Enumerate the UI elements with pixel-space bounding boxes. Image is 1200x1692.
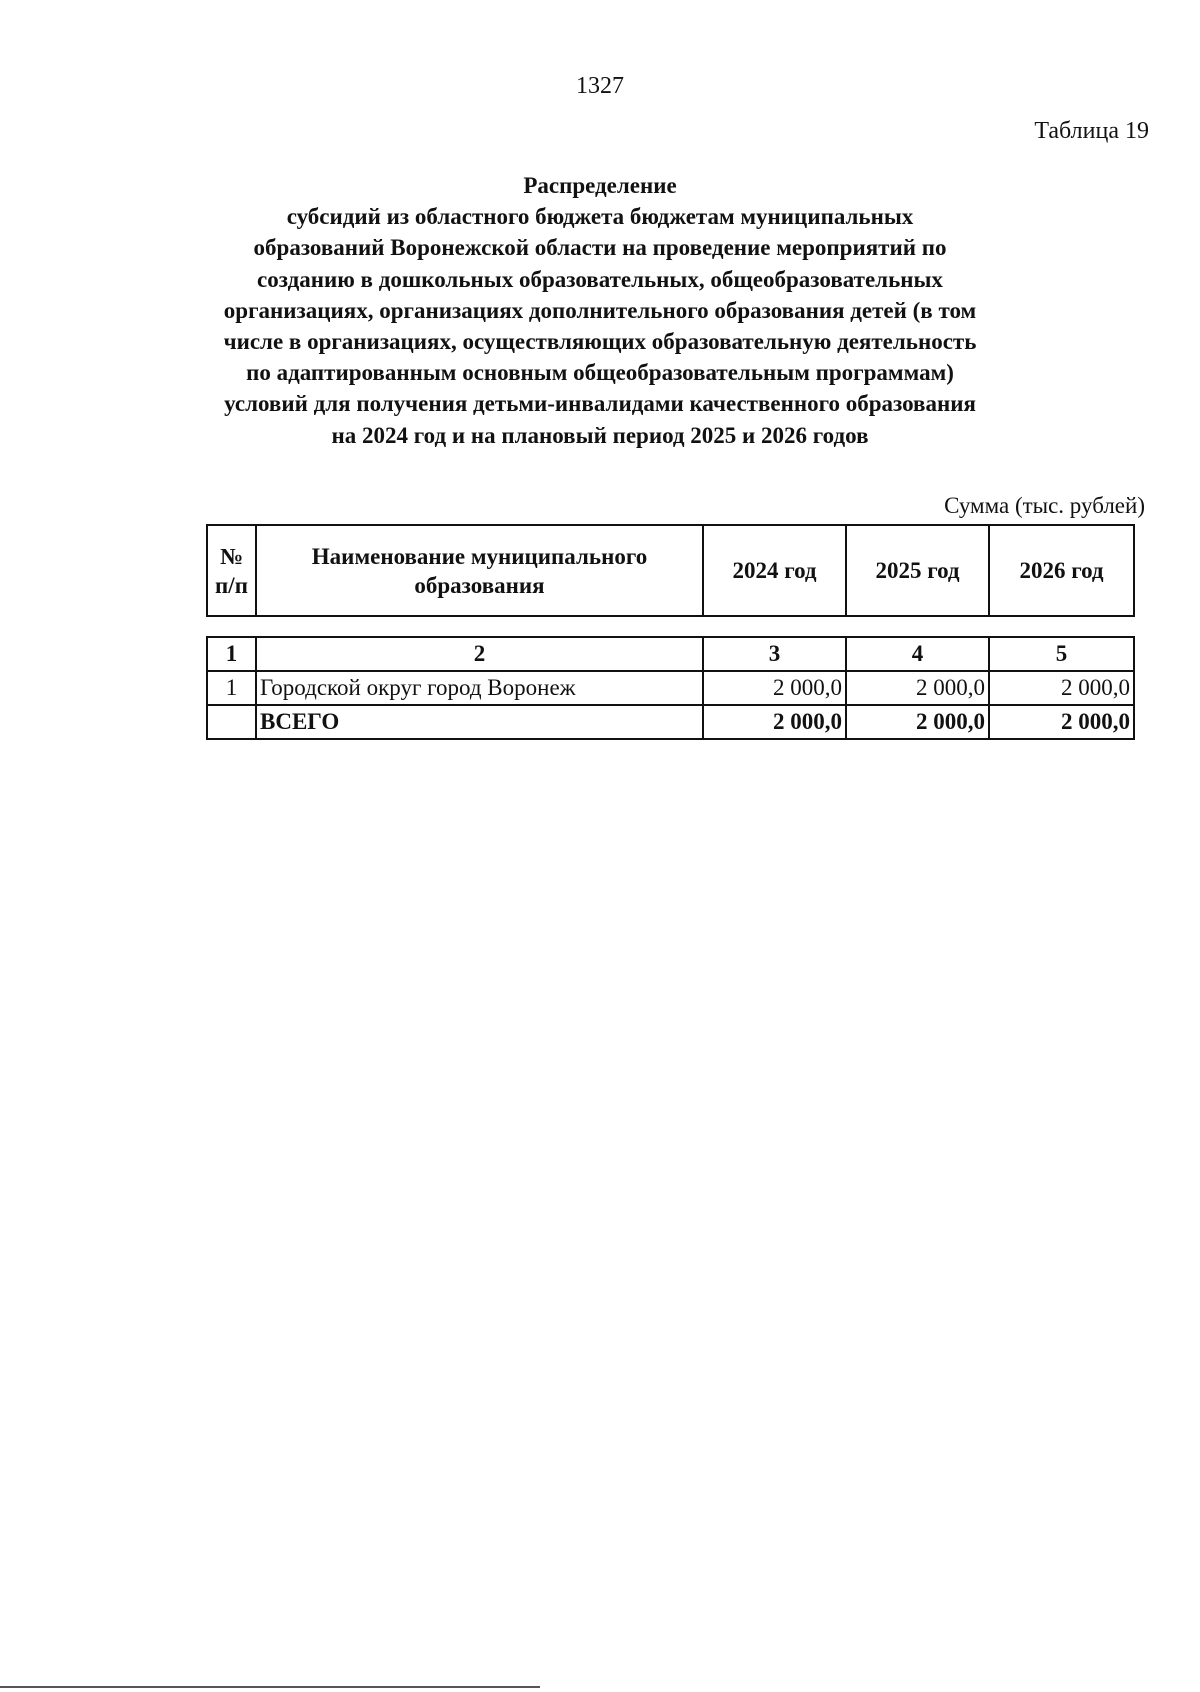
header-name: Наименование муниципального образования	[256, 525, 703, 616]
table-header	[206, 524, 1135, 617]
table-body	[206, 636, 1135, 740]
title-line: организациях, организациях дополнительного образования детей (в том	[223, 297, 977, 323]
document-title	[140, 170, 1060, 451]
title-line: Распределение	[523, 173, 677, 198]
total-row	[207, 705, 1134, 739]
total-value-2025: 2 000,0	[846, 705, 989, 739]
total-value-2026: 2 000,0	[989, 705, 1134, 739]
total-num-empty	[207, 705, 256, 739]
total-value-2024: 2 000,0	[703, 705, 846, 739]
column-number-row	[207, 637, 1134, 671]
column-number: 1	[207, 637, 256, 671]
table-row	[207, 671, 1134, 705]
table-label: Таблица 19	[1034, 118, 1149, 144]
row-value-2026: 2 000,0	[989, 671, 1134, 705]
header-2024: 2024 год	[703, 525, 846, 616]
title-line: созданию в дошкольных образовательных, общеобразовательных	[257, 266, 943, 292]
header-row	[207, 525, 1134, 616]
row-value-2025: 2 000,0	[846, 671, 989, 705]
title-line: на 2024 год и на плановый период 2025 и 2026 годов	[331, 422, 869, 448]
title-line: условий для получения детьми-инвалидами качественного образования	[224, 391, 976, 417]
title-line: по адаптированным основным общеобразовательным программам)	[246, 360, 954, 386]
title-line: образований Воронежской области на проведение мероприятий по	[253, 235, 947, 261]
units-label: Сумма (тыс. рублей)	[944, 493, 1145, 518]
row-value-2024: 2 000,0	[703, 671, 846, 705]
bottom-rule	[0, 1686, 540, 1688]
header-2026: 2026 год	[989, 525, 1134, 616]
row-name: Городской округ город Воронеж	[256, 671, 703, 705]
column-number: 3	[703, 637, 846, 671]
total-label: ВСЕГО	[256, 705, 703, 739]
column-number: 2	[256, 637, 703, 671]
row-num: 1	[207, 671, 256, 705]
header-num: № п/п	[207, 525, 256, 616]
title-line: числе в организациях, осуществляющих образовательную деятельность	[223, 329, 977, 355]
column-number: 5	[989, 637, 1134, 671]
page-number: 1327	[576, 73, 624, 99]
column-number: 4	[846, 637, 989, 671]
header-2025: 2025 год	[846, 525, 989, 616]
title-line: субсидий из областного бюджета бюджетам муниципальных	[286, 204, 914, 230]
